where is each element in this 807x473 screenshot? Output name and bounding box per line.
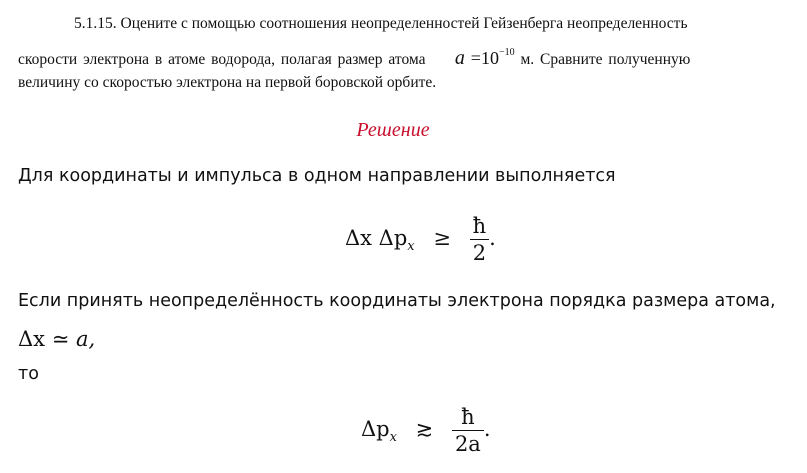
formula-3-fraction <box>452 405 484 456</box>
solution-text-3: то <box>18 364 39 384</box>
solution-text-1: Для координаты и импульса в одном направлении выполняется <box>18 166 616 186</box>
formula-1-numerator: ħ <box>472 214 487 238</box>
formula-1-lhs: Δx Δp <box>345 226 408 250</box>
formula-3-subscript: x <box>389 430 397 445</box>
problem-statement-line-2 <box>18 48 690 72</box>
formula-1-denominator: 2 <box>470 239 490 265</box>
formula-1-relation: ≥ <box>433 226 451 250</box>
problem-line-2-text: скорости электрона в атоме водорода, полагая размер атома <box>18 51 426 68</box>
problem-line-2-tail: м. Сравните полученную <box>520 51 691 68</box>
formula-1-subscript: x <box>407 239 415 254</box>
equals-sign: = <box>470 48 481 68</box>
formula-3-numerator: ħ <box>461 405 475 429</box>
problem-statement-line-1: 5.1.15. Оцените с помощью соотношения неопределенностей Гейзенберга неопределенность <box>74 15 688 32</box>
formula-3-relation: ≳ <box>415 417 434 441</box>
formula-2-rhs: a, <box>76 327 96 351</box>
formula-3-denominator: 2a <box>452 430 484 456</box>
uncertainty-formula <box>345 214 496 265</box>
problem-statement-line-3: величину со скоростью электрона на первой боровской орбите. <box>18 74 437 91</box>
formula-1-fraction <box>470 214 490 265</box>
momentum-uncertainty-formula <box>361 405 491 456</box>
formula-3-period: . <box>483 417 491 441</box>
solution-text-2: Если принять неопределённость координаты электрона порядка размера атома, <box>18 291 776 311</box>
solution-heading: Решение <box>356 119 430 141</box>
formula-3-lhs: Δp <box>361 417 390 441</box>
coordinate-approx-formula <box>18 327 95 351</box>
formula-1-period: . <box>489 226 496 250</box>
atom-size-variable: a <box>454 47 465 69</box>
atom-size-base: 10 <box>480 48 499 68</box>
formula-2-relation: ≃ <box>51 327 70 351</box>
formula-2-lhs: Δx <box>18 327 46 351</box>
atom-size-exponent: −10 <box>498 47 515 58</box>
